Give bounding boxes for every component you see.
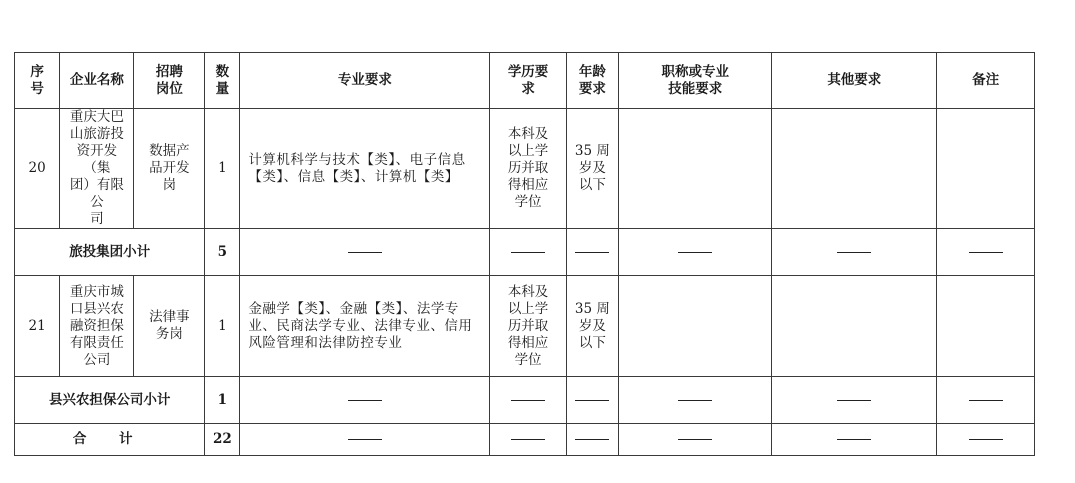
header-seq: 序 号: [15, 53, 60, 109]
cell-count: 1: [205, 109, 240, 229]
header-row: [15, 53, 1035, 109]
dash-line: [575, 439, 609, 440]
cell-title-skill: [619, 109, 772, 229]
dash-line: [678, 439, 712, 440]
header-position: 招聘 岗位: [134, 53, 205, 109]
cell-major: 计算机科学与技术【类】、电子信息【类】、信息【类】、计算机【类】: [240, 109, 490, 229]
dash-cell: [566, 424, 618, 456]
dash-cell: [240, 424, 490, 456]
dash-line: [837, 439, 871, 440]
header-education: 学历要 求: [490, 53, 566, 109]
dash-line: [575, 400, 609, 401]
dash-line: [348, 400, 382, 401]
dash-cell: [937, 229, 1035, 276]
cell-position: 法律事 务岗: [134, 276, 205, 377]
subtotal-label: 县兴农担保公司小计: [15, 377, 205, 424]
header-remarks: 备注: [937, 53, 1035, 109]
total-row: [15, 424, 1035, 456]
subtotal-count: 5: [205, 229, 240, 276]
dash-line: [837, 252, 871, 253]
dash-cell: [619, 377, 772, 424]
dash-cell: [566, 229, 618, 276]
cell-education: 本科及 以上学 历并取 得相应 学位: [490, 109, 566, 229]
dash-cell: [490, 424, 566, 456]
dash-line: [969, 439, 1003, 440]
dash-line: [511, 439, 545, 440]
header-count: 数 量: [205, 53, 240, 109]
cell-age: 35 周 岁及 以下: [566, 109, 618, 229]
cell-title-skill: [619, 276, 772, 377]
dash-line: [969, 252, 1003, 253]
dash-line: [678, 252, 712, 253]
total-label-text: 合 计: [72, 431, 147, 447]
cell-company: 重庆市城 口县兴农 融资担保 有限责任 公司: [60, 276, 134, 377]
header-major: 专业要求: [240, 53, 490, 109]
cell-other: [772, 276, 937, 377]
cell-other: [772, 109, 937, 229]
cell-major: 金融学【类】、金融【类】、法学专业、民商法学专业、法律专业、信用风险管理和法律防控专业: [240, 276, 490, 377]
dash-cell: [772, 229, 937, 276]
dash-line: [511, 252, 545, 253]
dash-cell: [619, 229, 772, 276]
dash-cell: [772, 377, 937, 424]
recruitment-table: [14, 52, 1035, 456]
dash-line: [678, 400, 712, 401]
dash-cell: [490, 229, 566, 276]
header-other: 其他要求: [772, 53, 937, 109]
cell-seq: 20: [15, 109, 60, 229]
dash-cell: [937, 424, 1035, 456]
cell-age: 35 周 岁及 以下: [566, 276, 618, 377]
dash-line: [575, 252, 609, 253]
total-label: [15, 424, 205, 456]
dash-line: [837, 400, 871, 401]
dash-line: [969, 400, 1003, 401]
subtotal-row: [15, 377, 1035, 424]
header-company: 企业名称: [60, 53, 134, 109]
header-age: 年龄 要求: [566, 53, 618, 109]
dash-cell: [490, 377, 566, 424]
subtotal-label: 旅投集团小计: [15, 229, 205, 276]
dash-line: [348, 252, 382, 253]
cell-remarks: [937, 109, 1035, 229]
dash-cell: [240, 377, 490, 424]
dash-line: [348, 439, 382, 440]
subtotal-count: 1: [205, 377, 240, 424]
table-row: [15, 276, 1035, 377]
cell-position: 数据产 品开发 岗: [134, 109, 205, 229]
dash-cell: [937, 377, 1035, 424]
cell-education: 本科及 以上学 历并取 得相应 学位: [490, 276, 566, 377]
cell-count: 1: [205, 276, 240, 377]
dash-cell: [566, 377, 618, 424]
header-title-skill: 职称或专业 技能要求: [619, 53, 772, 109]
table-row: [15, 109, 1035, 229]
cell-seq: 21: [15, 276, 60, 377]
total-count: 22: [205, 424, 240, 456]
dash-cell: [240, 229, 490, 276]
subtotal-row: [15, 229, 1035, 276]
dash-line: [511, 400, 545, 401]
cell-remarks: [937, 276, 1035, 377]
cell-company: 重庆大巴 山旅游投 资开发（集 团）有限公 司: [60, 109, 134, 229]
dash-cell: [772, 424, 937, 456]
dash-cell: [619, 424, 772, 456]
